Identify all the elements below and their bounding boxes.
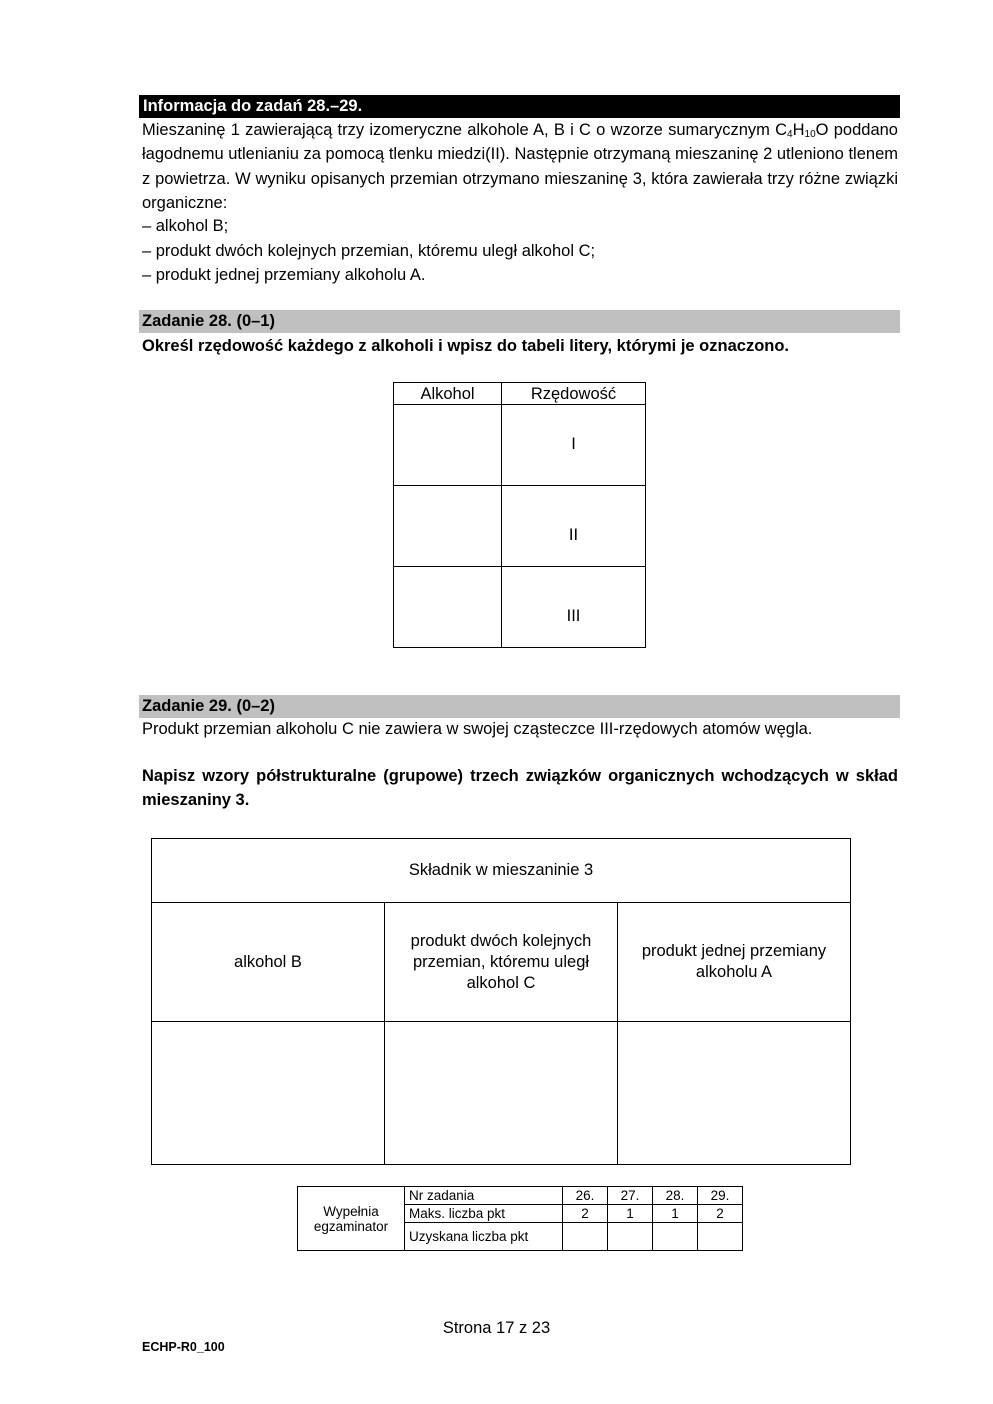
- rzedowosc-cell: I: [502, 405, 646, 486]
- row-label-maks: Maks. liczba pkt: [405, 1205, 563, 1223]
- task29-instruction: Napisz wzory półstrukturalne (grupowe) trzech związków organicznych wchodzących w skład mieszaniny 3.: [142, 767, 898, 810]
- task28-heading: Zadanie 28. (0–1): [139, 310, 900, 333]
- task28-table: [393, 382, 646, 648]
- task29-intro: Produkt przemian alkoholu C nie zawiera w swojej cząsteczce III-rzędowych atomów węgla.: [142, 720, 813, 738]
- score-cell[interactable]: [608, 1223, 653, 1251]
- task28-instruction: Określ rzędowość każdego z alkoholi i wpisz do tabeli litery, którymi je oznaczono.: [142, 337, 790, 355]
- task-number: 26.: [563, 1187, 608, 1205]
- max-points: 1: [653, 1205, 698, 1223]
- formula-sub-4: 4: [787, 129, 793, 140]
- col-header-alkohol: Alkohol: [394, 383, 502, 405]
- answer-cell-produkt-c[interactable]: [385, 1022, 618, 1165]
- table-row: [394, 567, 646, 648]
- answer-cell-produkt-a[interactable]: [618, 1022, 851, 1165]
- info-paragraph: [142, 118, 898, 215]
- formula-h: H: [792, 121, 805, 139]
- examiner-table: [297, 1186, 743, 1251]
- score-cell[interactable]: [563, 1223, 608, 1251]
- row-label-nr: Nr zadania: [405, 1187, 563, 1205]
- task-number: 28.: [653, 1187, 698, 1205]
- alkohol-answer-cell[interactable]: [394, 567, 502, 648]
- rzedowosc-cell: II: [502, 486, 646, 567]
- info-item-2: – produkt dwóch kolejnych przemian, któremu uległ alkohol C;: [142, 242, 596, 260]
- max-points: 1: [608, 1205, 653, 1223]
- task29-table: [151, 838, 851, 1165]
- page-number: Strona 17 z 23: [442, 1319, 551, 1337]
- formula-sub-10: 10: [804, 129, 816, 140]
- table-header: Składnik w mieszaninie 3: [152, 839, 851, 903]
- formula-o: O: [815, 121, 829, 139]
- info-item-3: – produkt jednej przemiany alkoholu A.: [142, 266, 426, 284]
- rzedowosc-cell: III: [502, 567, 646, 648]
- max-points: 2: [563, 1205, 608, 1223]
- info-item-1: – alkohol B;: [142, 217, 229, 235]
- task29-heading: Zadanie 29. (0–2): [139, 695, 900, 718]
- score-cell[interactable]: [698, 1223, 743, 1251]
- row-label-uzyskana: Uzyskana liczba pkt: [405, 1223, 563, 1251]
- task-number: 27.: [608, 1187, 653, 1205]
- col-header-rzedowosc: Rzędowość: [502, 383, 646, 405]
- table-row: [394, 405, 646, 486]
- alkohol-answer-cell[interactable]: [394, 486, 502, 567]
- exam-code: ECHP-R0_100: [142, 1340, 225, 1354]
- col-alkohol-b: alkohol B: [152, 903, 385, 1022]
- col-produkt-c: produkt dwóch kolejnych przemian, któremu uległ alkohol C: [385, 903, 618, 1022]
- task-number: 29.: [698, 1187, 743, 1205]
- info-para-rest: poddano łagodnemu utlenianiu za pomocą tlenku miedzi(II). Następnie otrzymaną mieszaninę 2 utleniono tlenem z powietrza. W wyniku opisanych przemian otrzymano mieszaninę 3, która zawierała trzy różne związki organiczne:: [142, 121, 898, 212]
- info-para-start: Mieszaninę 1 zawierającą trzy izomeryczne alkohole A, B i C o wzorze sumarycznym C: [142, 121, 788, 139]
- alkohol-answer-cell[interactable]: [394, 405, 502, 486]
- score-cell[interactable]: [653, 1223, 698, 1251]
- answer-cell-alkohol-b[interactable]: [152, 1022, 385, 1165]
- examiner-label: Wypełnia egzaminator: [298, 1187, 405, 1251]
- table-row: [394, 486, 646, 567]
- max-points: 2: [698, 1205, 743, 1223]
- col-produkt-a: produkt jednej przemiany alkoholu A: [618, 903, 851, 1022]
- info-heading: Informacja do zadań 28.–29.: [139, 95, 900, 118]
